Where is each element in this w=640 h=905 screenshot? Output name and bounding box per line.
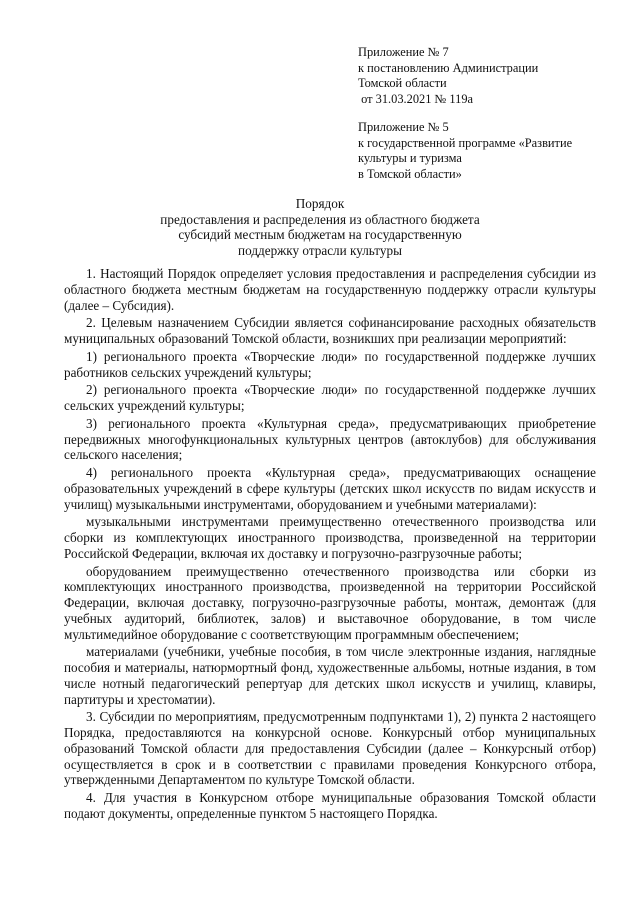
title-line: Порядок [295, 196, 345, 211]
subitem-1: 1) регионального проекта «Творческие люди» по государственной поддержке лучших работников сельских учреждений культуры; [64, 348, 596, 380]
appendix-line: Приложение № 5 [358, 120, 449, 134]
title-line: поддержку отрасли культуры [238, 242, 402, 258]
subitem-4: 4) регионального проекта «Культурная среда», предусматривающих оснащение образовательных учреждений в сфере культуры (детских школ искусств по видам искусств и училищ) музыкальными инструментами, оборудованием и учебными материалами): [64, 465, 596, 512]
appendix-note-decree [358, 45, 628, 107]
appendix-line: в Томской области» [358, 166, 462, 181]
paragraph-2: 2. Целевым назначением Субсидии является софинансирование расходных обязательств муниципальных образований Томской области, возникших при реализации мероприятий: [64, 315, 596, 346]
paragraph-3: 3. Субсидии по мероприятиям, предусмотренным подпунктами 1), 2) пункта 2 настоящего Порядка, предоставляются на конкурсной основе. Конкурсный отбор муниципальных образований Томской области для предоставления Субсидии (далее – Конкурсный отбор) осуществляется в срок и в соответствии с правилами проведения Конкурсного отбора, утвержденными Департаментом по культуре Томской области. [64, 709, 596, 788]
list-item-materials: материалами (учебники, учебные пособия, в том числе электронные издания, наглядные пособия и материалы, натюрмортный фонд, художественные альбомы, нотные издания, в том числе нотный педагогический репертуар для детских школ искусств и училищ, клавиры, партитуры и хрестоматии). [64, 644, 596, 707]
document-title [40, 196, 600, 258]
appendix-line: к государственной программе «Развитие [358, 135, 573, 150]
document-body [64, 266, 596, 824]
appendix-line: культуры и туризма [358, 151, 462, 165]
appendix-line: Приложение № 7 [358, 45, 449, 59]
paragraph-1: 1. Настоящий Порядок определяет условия предоставления и распределения субсидии из областного бюджета местным бюджетам на государственную поддержку отрасли культуры (далее – Субсидия). [64, 266, 596, 313]
list-item-instruments: музыкальными инструментами преимущественно отечественного производства или сборки из комплектующих иностранного производства, произведенной на территории Российской Федерации, включая их доставку и погрузочно-разгрузочные работы; [64, 514, 596, 561]
appendix-note-program [358, 120, 628, 182]
appendix-line: к постановлению Администрации [358, 60, 539, 75]
subitem-3: 3) регионального проекта «Культурная среда», предусматривающих приобретение передвижных многофункциональных культурных центров (автоклубов) для обслуживания сельского населения; [64, 415, 596, 463]
appendix-line: от 31.03.2021 № 119а [358, 91, 474, 106]
list-item-equipment: оборудованием преимущественно отечественного производства или сборки из комплектующих иностранного производства, произведенной на территории Российской Федерации, включая доставку, погрузочно-разгрузочные работы, монтаж, демонтаж (для учебных аудиторий, библиотек, залов) и выставочное оборудование, в том числе мультимедийное оборудование с соответствующим программным обеспечением; [64, 563, 596, 642]
paragraph-4: 4. Для участия в Конкурсном отборе муниципальные образования Томской области подают документы, определенные пунктом 5 настоящего Порядка. [64, 790, 596, 821]
subitem-2: 2) регионального проекта «Творческие люди» по государственной поддержке лучших сельских учреждений культуры; [64, 382, 596, 413]
title-line: субсидий местным бюджетам на государственную [178, 227, 462, 243]
appendix-line: Томской области [358, 76, 447, 90]
title-line: предоставления и распределения из областного бюджета [160, 211, 480, 227]
